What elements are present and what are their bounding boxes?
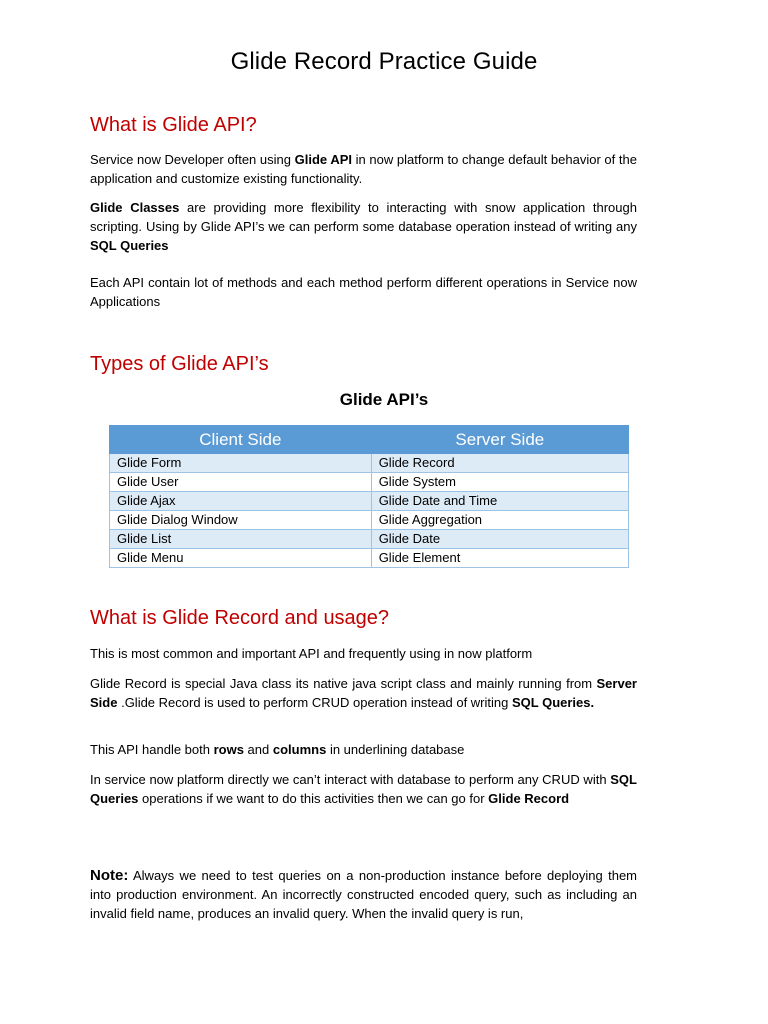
heading-what-is-glide-api: What is Glide API? bbox=[90, 114, 257, 136]
text-run: In service now platform directly we can’t interact with database to perform any CRUD with bbox=[90, 772, 611, 787]
paragraph-note bbox=[90, 866, 637, 923]
bold-term: Server Side bbox=[90, 676, 637, 710]
text-run: Glide Record is special Java class its native java script class and mainly running from bbox=[90, 676, 597, 691]
table-cell-server: Glide Record bbox=[371, 454, 628, 473]
table-cell-client: Glide Ajax bbox=[110, 492, 372, 511]
text-run: .Glide Record is used to perform CRUD operation instead of writing bbox=[117, 695, 512, 710]
text-run: in underlining database bbox=[326, 742, 465, 757]
table-cell-client: Glide Dialog Window bbox=[110, 511, 372, 530]
bold-term: columns bbox=[272, 742, 327, 757]
column-header-client-side: Client Side bbox=[110, 426, 372, 454]
table-cell-server: Glide Element bbox=[371, 549, 628, 568]
paragraph-common-api: This is most common and important API and frequently using in now platform bbox=[90, 646, 533, 661]
heading-glide-record-usage: What is Glide Record and usage? bbox=[90, 607, 390, 629]
bold-term: Glide API bbox=[294, 152, 352, 167]
paragraph-rows-columns bbox=[90, 740, 637, 759]
table-title: Glide API’s bbox=[339, 390, 429, 409]
table-cell-client: Glide User bbox=[110, 473, 372, 492]
table-row bbox=[110, 530, 629, 549]
heading-types-of-glide-apis: Types of Glide API’s bbox=[90, 353, 269, 375]
table-cell-server: Glide Date bbox=[371, 530, 628, 549]
table-row bbox=[110, 492, 629, 511]
bold-term: SQL Queries bbox=[90, 772, 637, 806]
table-cell-client: Glide Menu bbox=[110, 549, 372, 568]
paragraph-glide-classes bbox=[90, 198, 637, 255]
text-run: and bbox=[243, 742, 273, 757]
table-cell-server: Glide Aggregation bbox=[371, 511, 628, 530]
bold-term: SQL Queries. bbox=[511, 695, 595, 710]
paragraph-crud-database bbox=[90, 770, 637, 808]
note-label: Note: bbox=[90, 867, 129, 884]
table-cell-client: Glide Form bbox=[110, 454, 372, 473]
table-cell-client: Glide List bbox=[110, 530, 372, 549]
text-run: Always we need to test queries on a non-production instance before deploying them into production environment. An incorrectly constructed encoded query, such as including an invalid field name, produces an invalid query. When the invalid query is run, bbox=[90, 868, 637, 921]
table-row bbox=[110, 454, 629, 473]
table-cell-server: Glide Date and Time bbox=[371, 492, 628, 511]
paragraph-glide-record-class bbox=[90, 674, 637, 712]
text-run: are providing more flexibility to interacting with snow application through scripting. Using by Glide API’s we can perform some database operation instead of writing any bbox=[90, 200, 637, 234]
table-row bbox=[110, 511, 629, 530]
table-row bbox=[110, 549, 629, 568]
column-header-server-side: Server Side bbox=[371, 426, 628, 454]
table-row bbox=[110, 473, 629, 492]
document-title: Glide Record Practice Guide bbox=[230, 48, 538, 75]
text-run: Service now Developer often using bbox=[90, 152, 295, 167]
table-header-row bbox=[110, 426, 629, 454]
text-run: operations if we want to do this activities then we can go for bbox=[138, 791, 489, 806]
paragraph-intro bbox=[90, 150, 637, 188]
paragraph-api-methods: Each API contain lot of methods and each method perform different operations in Service now Applications bbox=[90, 275, 637, 309]
table-cell-server: Glide System bbox=[371, 473, 628, 492]
bold-term: SQL Queries bbox=[90, 238, 169, 253]
bold-term: rows bbox=[213, 742, 244, 757]
text-run: in now platform to change default behavior of the application and customize existing functionality. bbox=[90, 152, 637, 186]
glide-api-table bbox=[109, 425, 629, 568]
bold-term: Glide Classes bbox=[90, 200, 180, 215]
bold-term: Glide Record bbox=[488, 791, 570, 806]
text-run: This API handle both bbox=[90, 742, 214, 757]
